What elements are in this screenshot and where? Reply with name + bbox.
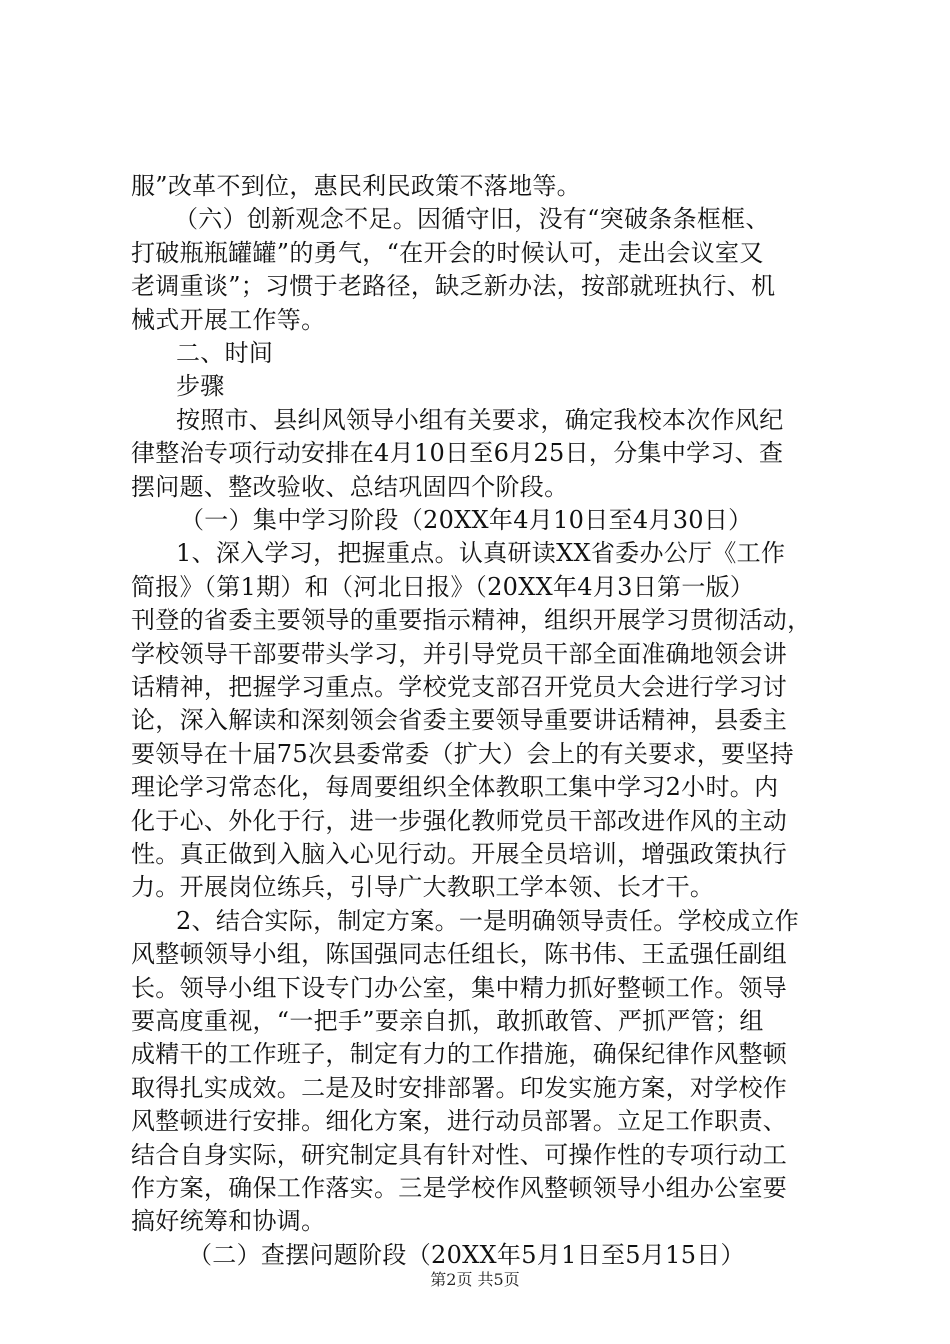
body-text-line: 老调重谈”；习惯于老路径，缺乏新办法，按部就班执行、机 — [131, 272, 776, 301]
section-heading: 二、时间 — [176, 339, 274, 367]
body-text-line: 刊登的省委主要领导的重要指示精神，组织开展学习贯彻活动， — [131, 606, 812, 635]
section-heading: 步骤 — [176, 372, 225, 401]
body-text-line: 要高度重视，“一把手”要亲自抓，敢抓敢管、严抓严管；组 — [131, 1007, 764, 1035]
body-text-line: 结合自身实际，研究制定具有针对性、可操作性的专项行动工 — [131, 1140, 788, 1169]
body-text-line: 简报》（第1期）和（河北日报》（20XX年4月3日第一版） — [131, 572, 755, 601]
body-text-line: 按照市、县纠风领导小组有关要求，确定我校本次作风纪 — [176, 405, 784, 434]
page-footer: 第2页 共5页 — [430, 1270, 520, 1289]
body-text-line: 1、深入学习，把握重点。认真研读XX省委办公厅《工作 — [176, 539, 786, 568]
subsection-heading: （一）集中学习阶段（20XX年4月10日至4月30日） — [180, 506, 753, 534]
body-text-line: 风整顿进行安排。细化方案，进行动员部署。立足工作职责、 — [131, 1107, 788, 1136]
body-text-line: 取得扎实成效。二是及时安排部署。印发实施方案，对学校作 — [131, 1073, 788, 1102]
body-text-line: 理论学习常态化，每周要组织全体教职工集中学习2小时。内 — [131, 773, 779, 802]
body-text-line: 搞好统筹和协调。 — [131, 1207, 326, 1236]
body-text-line: 成精干的工作班子，制定有力的工作措施，确保纪律作风整顿 — [131, 1040, 788, 1069]
body-text-line: 力。开展岗位练兵，引导广大教职工学本领、长才干。 — [131, 873, 715, 902]
body-text-line: 摆问题、整改验收、总结巩固四个阶段。 — [131, 472, 569, 501]
body-text-line: 律整治专项行动安排在4月10日至6月25日，分集中学习、查 — [131, 439, 784, 468]
body-text-line: 打破瓶瓶罐罐”的勇气，“在开会的时候认可，走出会议室又 — [131, 238, 764, 267]
subsection-heading: （二）查摆问题阶段（20XX年5月1日至5月15日） — [188, 1240, 745, 1269]
body-text-line: 长。领导小组下设专门办公室，集中精力抓好整顿工作。领导 — [131, 973, 788, 1002]
body-text-line: 性。真正做到入脑入心见行动。开展全员培训，增强政策执行 — [131, 840, 788, 868]
body-text-line: 械式开展工作等。 — [131, 305, 326, 334]
body-text-line: 化于心、外化于行，进一步强化教师党员干部改进作风的主动 — [131, 806, 788, 835]
body-text-line: 作方案，确保工作落实。三是学校作风整顿领导小组办公室要 — [131, 1174, 788, 1202]
body-text-line: 风整顿领导小组，陈国强同志任组长，陈书伟、王孟强任副组 — [131, 940, 788, 969]
body-text-line: 话精神，把握学习重点。学校党支部召开党员大会进行学习讨 — [131, 673, 788, 701]
body-text-line: （六）创新观念不足。因循守旧，没有“突破条条框框、 — [174, 205, 770, 234]
body-text-line: 2、结合实际，制定方案。一是明确领导责任。学校成立作 — [176, 906, 800, 935]
body-text-line: 学校领导干部要带头学习，并引导党员干部全面准确地领会讲 — [131, 639, 788, 668]
body-text-line: 论，深入解读和深刻领会省委主要领导重要讲话精神，县委主 — [131, 706, 788, 735]
body-text-line: 服”改革不到位，惠民利民政策不落地等。 — [131, 172, 581, 200]
body-text-line: 要领导在十届75次县委常委（扩大）会上的有关要求，要坚持 — [131, 739, 794, 768]
